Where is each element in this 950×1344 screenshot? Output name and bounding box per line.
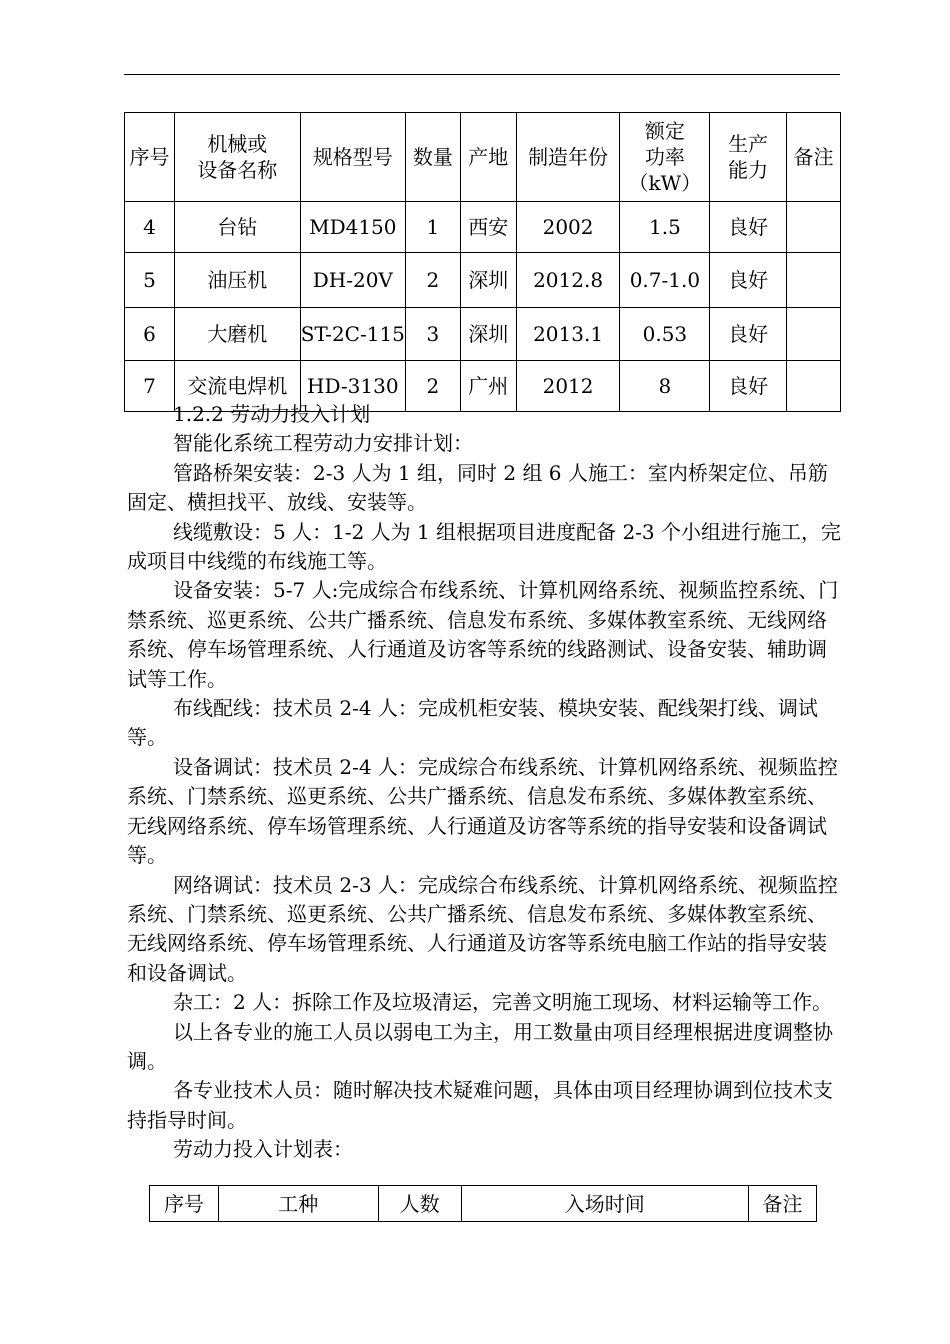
table-cell: 良好 bbox=[710, 202, 787, 253]
table-cell: 7 bbox=[125, 361, 175, 412]
table-cell: 3 bbox=[405, 308, 460, 361]
header-cell: 工种 bbox=[218, 1186, 378, 1222]
header-rule bbox=[124, 74, 840, 75]
paragraph: 以上各专业的施工人员以弱电工为主，用工数量由项目经理根据进度调整协调。 bbox=[127, 1019, 833, 1073]
paragraph: 杂工：2 人：拆除工作及垃圾清运，完善文明施工现场、材料运输等工作。 bbox=[173, 990, 833, 1015]
table-cell: DH-20V bbox=[300, 253, 405, 308]
paragraph: 各专业技术人员：随时解决技术疑难问题，具体由项目经理协调到位技术支持指导时间。 bbox=[127, 1078, 833, 1132]
table-cell: 4 bbox=[125, 202, 175, 253]
header-cell: 数量 bbox=[405, 113, 460, 202]
paragraph: 网络调试：技术员 2-3 人：完成综合布线系统、计算机网络系统、视频监控系统、门禁系统、巡更系统、公共广播系统、信息发布系统、多媒体教室系统、无线网络系统、停车场管理系统、人行通道及访客等系统电脑工作站的指导安装和设备调试。 bbox=[127, 872, 838, 985]
table-cell: 5 bbox=[125, 253, 175, 308]
table-header-row bbox=[125, 113, 841, 202]
table-cell: 台钻 bbox=[174, 202, 300, 253]
table-cell: 深圳 bbox=[460, 253, 516, 308]
paragraph: 布线配线：技术员 2-4 人：完成机柜安装、模块安装、配线架打线、调试等。 bbox=[127, 696, 818, 750]
paragraph: 管路桥架安装：2-3 人为 1 组，同时 2 组 6 人施工：室内桥架定位、吊筋固定、横担找平、放线、安装等。 bbox=[127, 460, 828, 515]
equipment-table bbox=[124, 112, 841, 412]
table-cell: 0.53 bbox=[620, 308, 710, 361]
table-cell: 2 bbox=[405, 361, 460, 412]
header-cell: 生产 能力 bbox=[710, 113, 787, 202]
table-cell: 2013.1 bbox=[516, 308, 620, 361]
paragraph: 设备调试：技术员 2-4 人：完成综合布线系统、计算机网络系统、视频监控系统、门禁系统、巡更系统、公共广播系统、信息发布系统、多媒体教室系统、无线网络系统、停车场管理系统、人行通道及访客等系统的指导安装和设备调试等。 bbox=[127, 754, 838, 868]
table-cell: 2012.8 bbox=[516, 253, 620, 308]
table-row bbox=[125, 202, 841, 253]
table-row bbox=[125, 253, 841, 308]
table-cell: 2002 bbox=[516, 202, 620, 253]
paragraph: 智能化系统工程劳动力安排计划： bbox=[173, 431, 473, 456]
header-cell: 人数 bbox=[378, 1186, 461, 1222]
table-cell: 深圳 bbox=[460, 308, 516, 361]
header-cell: 产地 bbox=[460, 113, 516, 202]
table-cell: 8 bbox=[620, 361, 710, 412]
header-cell: 序号 bbox=[125, 113, 175, 202]
header-cell: 入场时间 bbox=[461, 1186, 749, 1222]
header-cell: 机械或 设备名称 bbox=[174, 113, 300, 202]
header-cell: 备注 bbox=[749, 1186, 817, 1222]
body-text bbox=[127, 400, 842, 1165]
header-cell: 额定 功率 （kW） bbox=[620, 113, 710, 202]
paragraph: 线缆敷设：5 人：1-2 人为 1 组根据项目进度配备 2-3 个小组进行施工，完成项目中线缆的布线施工等。 bbox=[127, 519, 842, 574]
table-cell bbox=[787, 308, 841, 361]
table-cell: 1 bbox=[405, 202, 460, 253]
table-row bbox=[125, 308, 841, 361]
table-cell bbox=[787, 253, 841, 308]
table-cell: 交流电焊机 bbox=[174, 361, 300, 412]
table-cell: ST-2C-115 bbox=[300, 308, 405, 361]
table-cell: 2012 bbox=[516, 361, 620, 412]
table-header-row bbox=[150, 1186, 817, 1222]
section-heading: 1.2.2 劳动力投入计划 bbox=[173, 402, 371, 426]
table-cell: 1.5 bbox=[620, 202, 710, 253]
paragraph: 设备安装：5-7 人:完成综合布线系统、计算机网络系统、视频监控系统、门禁系统、巡更系统、公共广播系统、信息发布系统、多媒体教室系统、无线网络系统、停车场管理系统、人行通道及访客等系统的线路测试、设备安装、辅助调试等工作。 bbox=[127, 578, 839, 691]
table-cell: 油压机 bbox=[174, 253, 300, 308]
table-cell: HD-3130 bbox=[300, 361, 405, 412]
table-cell: 良好 bbox=[710, 361, 787, 412]
labor-plan-table bbox=[149, 1185, 817, 1222]
table-cell: 大磨机 bbox=[174, 308, 300, 361]
header-cell: 备注 bbox=[787, 113, 841, 202]
table-cell: 广州 bbox=[460, 361, 516, 412]
table-cell: 2 bbox=[405, 253, 460, 308]
table-cell: 西安 bbox=[460, 202, 516, 253]
table-cell bbox=[787, 202, 841, 253]
paragraph: 劳动力投入计划表： bbox=[173, 1137, 353, 1162]
header-cell: 制造年份 bbox=[516, 113, 620, 202]
table-cell: 良好 bbox=[710, 253, 787, 308]
table-cell: MD4150 bbox=[300, 202, 405, 253]
header-cell: 规格型号 bbox=[300, 113, 405, 202]
header-cell: 序号 bbox=[150, 1186, 219, 1222]
table-cell: 6 bbox=[125, 308, 175, 361]
table-cell: 0.7-1.0 bbox=[620, 253, 710, 308]
table-cell: 良好 bbox=[710, 308, 787, 361]
